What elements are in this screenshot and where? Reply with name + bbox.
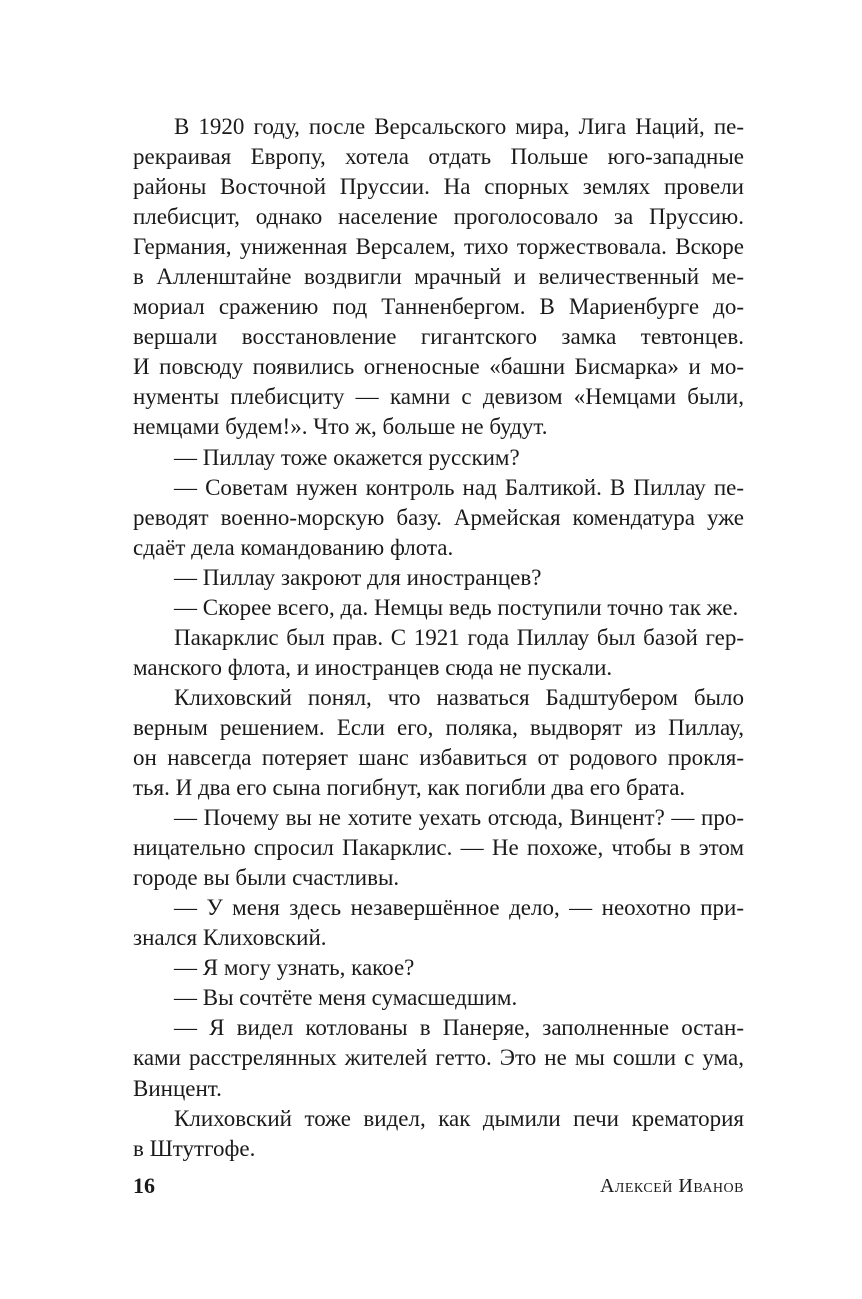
running-head-author: Алексей Иванов xyxy=(599,1175,744,1197)
text-line: мориал сражению под Танненбергом. В Мариенбурге до- xyxy=(133,294,744,320)
text-line: рекраивая Европу, хотела отдать Польше юго-западные xyxy=(133,144,744,170)
dialogue-line: — Вы сочтёте меня сумасшедшим. xyxy=(174,985,518,1011)
text-line: Клиховский тоже видел, как дымили печи крематория xyxy=(174,1105,744,1131)
text-line: сдаёт дела командованию флота. xyxy=(133,534,454,560)
dialogue-line: — Пиллау закроют для иностранцев? xyxy=(174,564,542,590)
text-line: ницательно спросил Пакарклис. — Не похоже, чтобы в этом xyxy=(133,835,744,861)
page-number: 16 xyxy=(133,1173,155,1198)
text-line: знался Клиховский. xyxy=(133,925,327,951)
dialogue-line: — Советам нужен контроль над Балтикой. В Пиллау пе- xyxy=(174,474,744,500)
text-line: В 1920 году, после Версальского мира, Лига Наций, пе- xyxy=(174,114,744,139)
text-line: вершали восстановление гигантского замка тевтонцев. xyxy=(133,324,744,350)
text-line: в Штутгофе. xyxy=(133,1135,256,1161)
text-line: Винцент. xyxy=(133,1075,222,1101)
page-footer xyxy=(133,1172,744,1200)
text-line: в Алленштайне воздвигли мрачный и величественный ме- xyxy=(133,264,744,290)
dialogue-line: — Я могу узнать, какое? xyxy=(174,955,415,981)
body-text xyxy=(133,112,744,1164)
dialogue-line: — Я видел котлованы в Панеряе, заполненные остан- xyxy=(174,1015,744,1041)
text-line: немцами будем!». Что ж, больше не будут. xyxy=(133,414,548,440)
text-line: верным решением. Если его, поляка, выдворят из Пиллау, xyxy=(133,714,744,740)
dialogue-line: — У меня здесь незавершённое дело, — неохотно при- xyxy=(174,895,744,921)
dialogue-line: — Скорее всего, да. Немцы ведь поступили точно так же. xyxy=(174,594,739,620)
text-line: ками расстрелянных жителей гетто. Это не мы сошли с ума, xyxy=(133,1045,744,1071)
dialogue-line: — Пиллау тоже окажется русским? xyxy=(174,444,520,470)
text-line: реводят военно-морскую базу. Армейская комендатура уже xyxy=(133,504,744,530)
text-line: районы Восточной Пруссии. На спорных землях провели xyxy=(133,174,744,200)
text-line: манского флота, и иностранцев сюда не пускали. xyxy=(133,654,613,680)
text-line: И повсюду появились огненосные «башни Бисмарка» и мо- xyxy=(133,354,744,380)
text-line: Пакарклис был прав. С 1921 года Пиллау был базой гер- xyxy=(174,624,744,650)
text-line: он навсегда потеряет шанс избавиться от родового прокля- xyxy=(133,744,744,770)
text-line: Клиховский понял, что назваться Бадштубером было xyxy=(174,684,744,710)
text-line: Германия, униженная Версалем, тихо торжествовала. Вскоре xyxy=(133,234,744,260)
text-line: нументы плебисциту — камни с девизом «Немцами были, xyxy=(133,384,744,410)
text-line: плебисцит, однако население проголосовало за Пруссию. xyxy=(133,204,744,230)
dialogue-line: — Почему вы не хотите уехать отсюда, Винцент? — про- xyxy=(174,805,744,831)
text-line: тья. И два его сына погибнут, как погибли два его брата. xyxy=(133,775,686,801)
text-line: городе вы были счастливы. xyxy=(133,865,400,891)
